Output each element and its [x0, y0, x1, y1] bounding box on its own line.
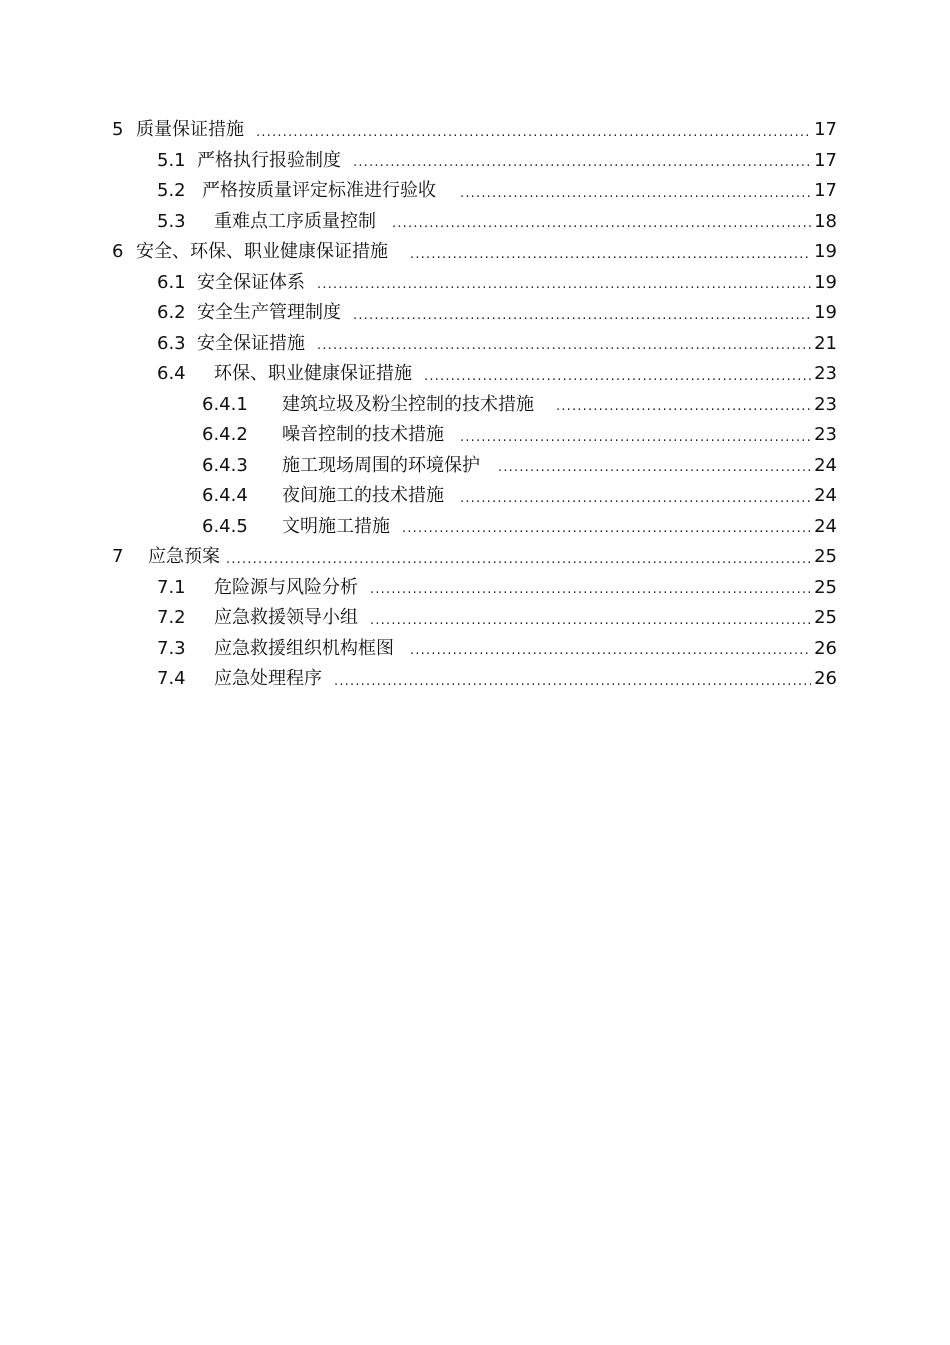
- toc-entry-number: 5: [112, 119, 124, 141]
- toc-entry-number: 6.2: [157, 302, 186, 324]
- toc-dot-leader: [353, 299, 811, 329]
- toc-entry[interactable]: [0, 634, 950, 665]
- toc-entry-title: 质量保证措施: [136, 119, 244, 141]
- toc-entry-number: 5.2: [157, 180, 186, 202]
- toc-entry-number: 6.3: [157, 332, 186, 354]
- toc-entry-page: 17: [814, 119, 837, 141]
- toc-entry[interactable]: [0, 237, 950, 268]
- toc-entry-page: 25: [814, 576, 837, 598]
- toc-entry[interactable]: [0, 359, 950, 390]
- toc-entry-title: 建筑垃圾及粉尘控制的技术措施: [282, 393, 534, 415]
- toc-entry-title: 安全生产管理制度: [197, 302, 341, 324]
- toc-entry-page: 25: [814, 546, 837, 568]
- toc-entry-title: 危险源与风险分析: [214, 576, 358, 598]
- table-of-contents: [0, 115, 950, 695]
- toc-entry-title: 安全保证措施: [197, 332, 305, 354]
- toc-entry[interactable]: [0, 420, 950, 451]
- toc-dot-leader: [256, 116, 811, 146]
- toc-entry-number: 7.4: [157, 668, 186, 690]
- toc-entry-page: 23: [814, 424, 837, 446]
- toc-entry-title: 夜间施工的技术措施: [282, 485, 444, 507]
- toc-entry[interactable]: [0, 542, 950, 573]
- toc-dot-leader: [498, 451, 811, 481]
- toc-entry-title: 应急处理程序: [214, 668, 322, 690]
- toc-entry-title: 严格执行报验制度: [197, 149, 341, 171]
- toc-entry[interactable]: [0, 268, 950, 299]
- toc-dot-leader: [410, 238, 811, 268]
- toc-dot-leader: [334, 665, 811, 695]
- toc-entry[interactable]: [0, 573, 950, 604]
- toc-entry-page: 21: [814, 332, 837, 354]
- toc-entry-title: 应急救援组织机构框图: [214, 637, 394, 659]
- toc-entry-page: 24: [814, 515, 837, 537]
- toc-entry-page: 17: [814, 180, 837, 202]
- toc-entry-number: 6.4: [157, 363, 186, 385]
- toc-entry-page: 25: [814, 607, 837, 629]
- toc-entry[interactable]: [0, 603, 950, 634]
- toc-dot-leader: [370, 573, 811, 603]
- toc-dot-leader: [410, 634, 811, 664]
- toc-entry-page: 19: [814, 302, 837, 324]
- toc-dot-leader: [370, 604, 811, 634]
- toc-entry-number: 6.4.1: [202, 393, 248, 415]
- toc-dot-leader: [424, 360, 811, 390]
- toc-entry-number: 6.4.5: [202, 515, 248, 537]
- toc-dot-leader: [402, 512, 811, 542]
- toc-entry-number: 6.1: [157, 271, 186, 293]
- toc-dot-leader: [317, 268, 811, 298]
- toc-dot-leader: [392, 207, 811, 237]
- toc-entry[interactable]: [0, 512, 950, 543]
- toc-dot-leader: [353, 146, 811, 176]
- toc-entry-title: 文明施工措施: [282, 515, 390, 537]
- toc-dot-leader: [556, 390, 811, 420]
- toc-entry-number: 7: [112, 546, 124, 568]
- toc-dot-leader: [317, 329, 811, 359]
- toc-entry[interactable]: [0, 207, 950, 238]
- toc-dot-leader: [460, 177, 811, 207]
- toc-entry-page: 18: [814, 210, 837, 232]
- toc-entry-number: 7.3: [157, 637, 186, 659]
- toc-entry-page: 17: [814, 149, 837, 171]
- toc-entry-title: 应急预案: [148, 546, 220, 568]
- toc-entry[interactable]: [0, 115, 950, 146]
- toc-entry-page: 26: [814, 637, 837, 659]
- toc-entry-title: 噪音控制的技术措施: [282, 424, 444, 446]
- toc-entry-title: 应急救援领导小组: [214, 607, 358, 629]
- toc-entry[interactable]: [0, 664, 950, 695]
- toc-entry[interactable]: [0, 146, 950, 177]
- toc-entry-number: 7.2: [157, 607, 186, 629]
- toc-entry-page: 23: [814, 363, 837, 385]
- toc-entry-title: 施工现场周围的环境保护: [282, 454, 480, 476]
- toc-entry[interactable]: [0, 329, 950, 360]
- toc-entry-number: 6.4.4: [202, 485, 248, 507]
- toc-entry-page: 24: [814, 485, 837, 507]
- toc-entry[interactable]: [0, 451, 950, 482]
- toc-entry-number: 6.4.2: [202, 424, 248, 446]
- toc-entry-number: 5.3: [157, 210, 186, 232]
- toc-entry[interactable]: [0, 481, 950, 512]
- toc-entry-number: 6: [112, 241, 124, 263]
- toc-entry-page: 19: [814, 241, 837, 263]
- toc-entry-title: 安全保证体系: [197, 271, 305, 293]
- toc-entry-title: 重难点工序质量控制: [214, 210, 376, 232]
- toc-entry-title: 安全、环保、职业健康保证措施: [136, 241, 388, 263]
- toc-entry-number: 7.1: [157, 576, 186, 598]
- toc-entry-title: 环保、职业健康保证措施: [214, 363, 412, 385]
- toc-dot-leader: [460, 421, 811, 451]
- toc-dot-leader: [460, 482, 811, 512]
- toc-entry-page: 19: [814, 271, 837, 293]
- toc-entry-page: 26: [814, 668, 837, 690]
- toc-entry[interactable]: [0, 298, 950, 329]
- toc-entry-page: 23: [814, 393, 837, 415]
- toc-entry[interactable]: [0, 176, 950, 207]
- toc-dot-leader: [226, 543, 811, 573]
- toc-entry-number: 6.4.3: [202, 454, 248, 476]
- toc-entry-number: 5.1: [157, 149, 186, 171]
- toc-entry-page: 24: [814, 454, 837, 476]
- toc-entry-title: 严格按质量评定标准进行验收: [202, 180, 436, 202]
- toc-entry[interactable]: [0, 390, 950, 421]
